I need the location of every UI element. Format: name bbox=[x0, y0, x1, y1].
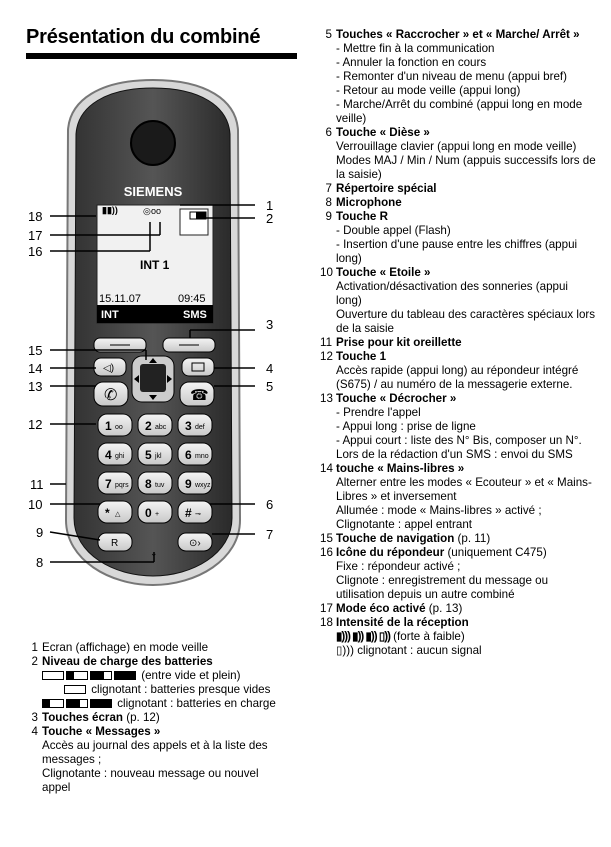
callout-17: 17 bbox=[28, 228, 43, 243]
callout-3: 3 bbox=[266, 317, 274, 332]
legend-number: 12 bbox=[320, 350, 333, 363]
key-main-label: 1 bbox=[105, 419, 112, 433]
callout-10: 10 bbox=[28, 497, 43, 512]
callout-1: 1 bbox=[266, 198, 274, 213]
navigation-key[interactable] bbox=[132, 356, 174, 402]
legend-item-3: 3 Touches écran (p. 12) bbox=[31, 711, 160, 724]
key-1[interactable] bbox=[98, 414, 132, 436]
key-main-label: 9 bbox=[185, 477, 192, 491]
battery-charge-2-icon bbox=[66, 699, 88, 708]
legend-line: - Appui court : liste des N° Bis, composer un N°. bbox=[336, 434, 582, 447]
legend-heading: Microphone bbox=[336, 196, 402, 209]
battery-icon bbox=[190, 212, 206, 219]
callout-11: 11 bbox=[30, 477, 44, 492]
legend-heading: Touche « Dièse » bbox=[336, 126, 430, 139]
callout-8: 8 bbox=[36, 555, 44, 570]
key-sub-label: + bbox=[155, 511, 160, 518]
signal-none-text: clignotant : aucun signal bbox=[357, 644, 482, 657]
key-main-label: 7 bbox=[105, 477, 112, 491]
callout-12: 12 bbox=[28, 417, 43, 432]
signal-levels-line bbox=[336, 630, 596, 644]
key-main-label: 2 bbox=[145, 419, 152, 433]
legend-heading: Icône du répondeur bbox=[336, 546, 445, 559]
message-key[interactable] bbox=[182, 358, 214, 376]
key-main-label: 3 bbox=[185, 419, 192, 433]
messages-line-2: Clignotante : nouveau message ou nouvel appel bbox=[42, 767, 259, 794]
legend-heading: Touche R bbox=[336, 210, 388, 223]
legend-item-11 bbox=[320, 336, 596, 350]
key-8[interactable] bbox=[138, 472, 172, 494]
legend-heading: Mode éco activé bbox=[336, 602, 426, 615]
softkey-right-label: SMS bbox=[183, 309, 207, 321]
legend-line: Alterner entre les modes « Ecouteur » et « Mains-Libres » et inversement bbox=[336, 476, 592, 503]
legend-number: 14 bbox=[320, 462, 333, 475]
microphone: ⌄ bbox=[150, 548, 158, 558]
key-sub-label: def bbox=[195, 424, 205, 431]
key-hash[interactable] bbox=[178, 501, 212, 523]
key-main-label: * bbox=[105, 506, 110, 520]
callout-18: 18 bbox=[28, 209, 43, 224]
legend-heading: Touche 1 bbox=[336, 350, 387, 363]
legend-line: Activation/désactivation des sonneries (appui long) bbox=[336, 280, 569, 307]
legend-heading: Touche « Décrocher » bbox=[336, 392, 457, 405]
key-sub-label: pqrs bbox=[115, 482, 129, 489]
callout-2: 2 bbox=[266, 211, 274, 226]
screen-time: 09:45 bbox=[178, 293, 206, 305]
callout-6: 6 bbox=[266, 497, 274, 512]
legend-page-ref: (uniquement C475) bbox=[444, 546, 547, 559]
legend-item-15 bbox=[320, 532, 596, 546]
legend-item-9 bbox=[325, 210, 596, 266]
battery-range-text: (entre vide et plein) bbox=[141, 669, 241, 682]
legend-item-17 bbox=[320, 602, 596, 616]
legend-item-13 bbox=[320, 392, 596, 462]
signal-none-line bbox=[336, 644, 596, 658]
legend-head-2: Niveau de charge des batteries bbox=[42, 655, 213, 668]
battery-line-3 bbox=[42, 697, 287, 711]
key-main-label: 6 bbox=[185, 448, 192, 462]
battery-low-icon bbox=[64, 685, 86, 694]
key-sub-label: tuv bbox=[155, 482, 165, 489]
legend-heading: Répertoire spécial bbox=[336, 182, 437, 195]
legend-number: 18 bbox=[320, 616, 333, 629]
legend-item-8 bbox=[325, 196, 596, 210]
r-key-label: R bbox=[111, 538, 119, 549]
legend-line: Verrouillage clavier (appui long en mode veille) bbox=[336, 140, 577, 153]
battery-low-text: clignotant : batteries presque vides bbox=[91, 683, 271, 696]
legend-item-18 bbox=[320, 616, 596, 658]
signal-levels-text: (forte à faible) bbox=[393, 630, 465, 643]
key-4[interactable] bbox=[98, 443, 132, 465]
legend-line: Fixe : répondeur activé ; bbox=[336, 560, 461, 573]
eco-icon: ◎ bbox=[143, 206, 151, 216]
callout-16: 16 bbox=[28, 244, 43, 259]
hangup-icon: ☎ bbox=[190, 387, 209, 404]
callout-5: 5 bbox=[266, 379, 274, 394]
legend-tail-3: (p. 12) bbox=[122, 711, 160, 724]
mute-icon: ⊙› bbox=[189, 538, 201, 549]
key-star[interactable] bbox=[98, 501, 132, 523]
callout-13: 13 bbox=[28, 379, 43, 394]
speaker-icon: ◁) bbox=[103, 363, 115, 374]
legend-heading: Intensité de la réception bbox=[336, 616, 469, 629]
legend-heading: Touche de navigation bbox=[336, 532, 455, 545]
left-legend bbox=[31, 641, 287, 795]
legend-number: 17 bbox=[320, 602, 333, 615]
signal-none-icon: ▯))) bbox=[336, 644, 354, 657]
legend-number: 15 bbox=[320, 532, 333, 545]
callout-14: 14 bbox=[28, 361, 43, 376]
key-7[interactable] bbox=[98, 472, 132, 494]
battery-charge-1-icon bbox=[42, 699, 64, 708]
key-main-label: 0 bbox=[145, 506, 152, 520]
legend-number: 6 bbox=[325, 126, 332, 139]
key-9[interactable] bbox=[178, 472, 212, 494]
screen-date: 15.11.07 bbox=[99, 293, 142, 305]
key-sub-label: wxyz bbox=[195, 482, 211, 489]
legend-line: Accès rapide (appui long) au répondeur intégré (S675) / au numéro de la messagerie externe. bbox=[336, 364, 579, 391]
legend-head-3: Touches écran bbox=[42, 711, 123, 724]
key-main-label: 8 bbox=[145, 477, 152, 491]
battery-twothird-icon bbox=[90, 671, 112, 680]
legend-line: Clignotante : appel entrant bbox=[336, 518, 473, 531]
key-sub-label: ghi bbox=[115, 453, 125, 460]
key-sub-label: △ bbox=[115, 511, 121, 518]
legend-line: - Annuler la fonction en cours bbox=[336, 56, 487, 69]
signal-strength-icons: ▮))) ▮)) ▮)) ▯)) bbox=[336, 630, 390, 643]
legend-line: Clignote : enregistrement du message ou utilisation depuis un autre combiné bbox=[336, 574, 549, 601]
softkey-left-label: INT bbox=[101, 309, 119, 321]
legend-line: Modes MAJ / Min / Num (appuis successifs lors de la saisie) bbox=[336, 154, 596, 181]
legend-line: - Marche/Arrêt du combiné (appui long en mode veille) bbox=[336, 98, 583, 125]
messages-line-1: Accès au journal des appels et à la liste des messages ; bbox=[42, 739, 268, 766]
legend-number: 16 bbox=[320, 546, 333, 559]
legend-page-ref: (p. 11) bbox=[454, 532, 491, 545]
legend-number: 11 bbox=[320, 336, 333, 349]
legend-item-12 bbox=[320, 350, 596, 392]
legend-text-1: Ecran (affichage) en mode veille bbox=[42, 641, 209, 654]
legend-number: 7 bbox=[325, 182, 332, 195]
legend-line: Allumée : mode « Mains-libres » activé ; bbox=[336, 504, 542, 517]
battery-third-icon bbox=[66, 671, 88, 680]
legend-line: - Appui long : prise de ligne bbox=[336, 420, 476, 433]
legend-line: Lors de la rédaction d'un SMS : envoi du SMS bbox=[336, 448, 573, 461]
legend-head-4: Touche « Messages » bbox=[42, 725, 161, 738]
key-6[interactable] bbox=[178, 443, 212, 465]
handset-illustration bbox=[0, 0, 333, 620]
key-sub-label: ⊸ bbox=[195, 511, 201, 518]
key-0[interactable] bbox=[138, 501, 172, 523]
answering-machine-icon: oo bbox=[151, 206, 162, 216]
key-sub-label: abc bbox=[155, 424, 167, 431]
legend-number: 13 bbox=[320, 392, 333, 405]
legend-heading: touche « Mains-libres » bbox=[336, 462, 465, 475]
legend-number: 8 bbox=[325, 196, 332, 209]
battery-empty-icon bbox=[42, 671, 64, 680]
battery-line-2 bbox=[42, 683, 287, 697]
callout-9: 9 bbox=[36, 525, 44, 540]
legend-heading: Touches « Raccrocher » et « Marche/ Arrêt » bbox=[336, 28, 580, 41]
legend-heading: Prise pour kit oreillette bbox=[336, 336, 462, 349]
legend-line: - Prendre l'appel bbox=[336, 406, 421, 419]
legend-item-10 bbox=[320, 266, 596, 336]
legend-page-ref: (p. 13) bbox=[425, 602, 463, 615]
call-icon: ✆ bbox=[104, 387, 118, 404]
legend-number: 5 bbox=[325, 28, 332, 41]
legend-line: - Insertion d'une pause entre les chiffres (appui long) bbox=[336, 238, 578, 265]
legend-line: - Mettre fin à la communication bbox=[336, 42, 495, 55]
brand-logo: SIEMENS bbox=[123, 184, 183, 199]
legend-item-4: 4 Touche « Messages » Accès au journal des appels et à la liste des messages ; Clignotante : nouveau message ou nouvel appel bbox=[42, 725, 287, 795]
legend-line: - Remonter d'un niveau de menu (appui bref) bbox=[336, 70, 567, 83]
legend-item-14 bbox=[320, 462, 596, 532]
battery-full-icon bbox=[114, 671, 136, 680]
page-title: Présentation du combiné bbox=[26, 26, 261, 48]
battery-charge-3-icon bbox=[90, 699, 112, 708]
signal-icon: ▮▮)) bbox=[102, 205, 118, 215]
legend-item-6 bbox=[325, 126, 596, 182]
callout-7: 7 bbox=[266, 527, 274, 542]
legend-number: 9 bbox=[325, 210, 332, 223]
key-sub-label: oo bbox=[115, 424, 123, 431]
key-5[interactable] bbox=[138, 443, 172, 465]
screen-line: INT 1 bbox=[140, 258, 170, 272]
legend-heading: Touche « Etoile » bbox=[336, 266, 431, 279]
legend-line: Ouverture du tableau des caractères spéciaux lors de la saisie bbox=[336, 308, 596, 335]
legend-item-2: 2 Niveau de charge des batteries (entre vide et plein) clignotant : batteries presque vides clignotant : batteries en charge bbox=[42, 655, 287, 711]
callout-15: 15 bbox=[28, 343, 43, 358]
earpiece bbox=[131, 121, 175, 165]
right-legend bbox=[320, 28, 596, 658]
key-3[interactable] bbox=[178, 414, 212, 436]
key-main-label: 5 bbox=[145, 448, 152, 462]
legend-item-7 bbox=[325, 182, 596, 196]
battery-charge-text: clignotant : batteries en charge bbox=[117, 697, 276, 710]
callout-4: 4 bbox=[266, 361, 274, 376]
legend-number: 10 bbox=[320, 266, 333, 279]
key-2[interactable] bbox=[138, 414, 172, 436]
legend-line: - Double appel (Flash) bbox=[336, 224, 451, 237]
battery-line-1 bbox=[42, 669, 287, 683]
key-sub-label: jkl bbox=[155, 453, 162, 460]
legend-item-5 bbox=[325, 28, 596, 126]
legend-line: - Retour au mode veille (appui long) bbox=[336, 84, 521, 97]
key-main-label: 4 bbox=[105, 448, 112, 462]
key-sub-label: mno bbox=[195, 453, 209, 460]
legend-item-16 bbox=[320, 546, 596, 602]
key-main-label: # bbox=[185, 506, 192, 520]
legend-item-1: 1 Ecran (affichage) en mode veille bbox=[31, 641, 209, 654]
